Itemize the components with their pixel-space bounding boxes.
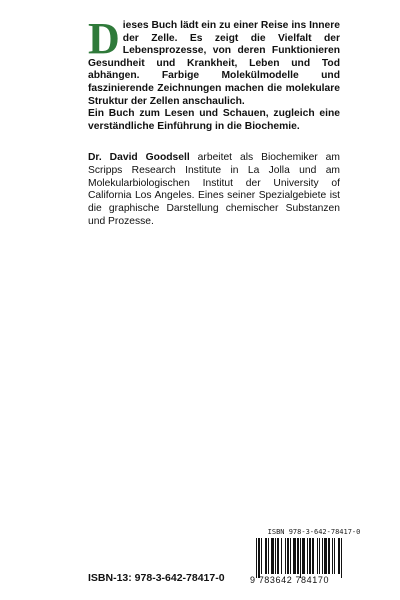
barcode-bar <box>297 538 299 574</box>
barcode-bar <box>317 538 318 574</box>
barcode-bar <box>312 538 314 574</box>
author-bio <box>88 152 340 229</box>
author-bio-text: arbeitet als Biochemiker am Scripps Research Institute in La Jolla und am Molekularbiologischen Institut der University of California Los Angeles. Eines seiner Spezialgebiete ist die graphische Darstellung chemischer Substanzen und Prozesse. <box>88 152 340 227</box>
author-name: Dr. David Goodsell <box>88 152 190 163</box>
barcode-isbn-caption: ISBN 978-3-642-78417-0 <box>267 528 361 536</box>
barcode-bar <box>285 538 286 574</box>
barcode-bar <box>302 538 305 574</box>
barcode-bar <box>341 538 342 578</box>
barcode-bar <box>293 538 296 574</box>
barcode-bar <box>338 538 340 574</box>
barcode-digits: 9 783642 784170 <box>250 575 330 585</box>
barcode-bar <box>309 538 311 574</box>
intro-blurb <box>88 14 340 133</box>
barcode-bar <box>324 538 327 574</box>
barcode-bar <box>281 538 282 574</box>
barcode-bar <box>322 538 323 574</box>
barcode-bar <box>258 538 260 578</box>
barcode-bar <box>275 538 276 574</box>
barcode-bar <box>277 538 279 574</box>
isbn-13-label: ISBN-13: 978-3-642-78417-0 <box>88 572 225 584</box>
intro-paragraph <box>88 14 340 108</box>
barcode-bar <box>290 538 291 574</box>
barcode-bar <box>287 538 289 574</box>
barcode-bar <box>328 538 330 574</box>
barcode-bar <box>268 538 269 574</box>
barcode-bar <box>307 538 308 574</box>
barcode-bar <box>271 538 274 574</box>
barcode-bar <box>256 538 257 578</box>
intro-paragraph-2: Ein Buch zum Lesen und Schauen, zugleich eine verständliche Einführung in die Biochemie. <box>88 108 340 132</box>
barcode-block <box>250 528 378 586</box>
barcode-bar <box>265 538 267 574</box>
drop-cap-letter: D <box>88 14 120 63</box>
barcode-bar <box>300 538 301 578</box>
barcode-bar <box>332 538 333 574</box>
intro-text: ieses Buch lädt ein zu einer Reise ins Innere der Zelle. Es zeigt die Vielfalt der Lebensprozesse, von deren Funktionieren Gesundheit und Krankheit, Leben und Tod abhängen. Farbige Molekülmodelle und faszinierende Zeichnungen machen die molekulare Struktur der Zellen anschaulich. <box>88 20 340 107</box>
barcode-bar <box>319 538 320 574</box>
barcode-image <box>250 538 378 578</box>
barcode-bar <box>334 538 335 574</box>
barcode-bar <box>261 538 262 574</box>
